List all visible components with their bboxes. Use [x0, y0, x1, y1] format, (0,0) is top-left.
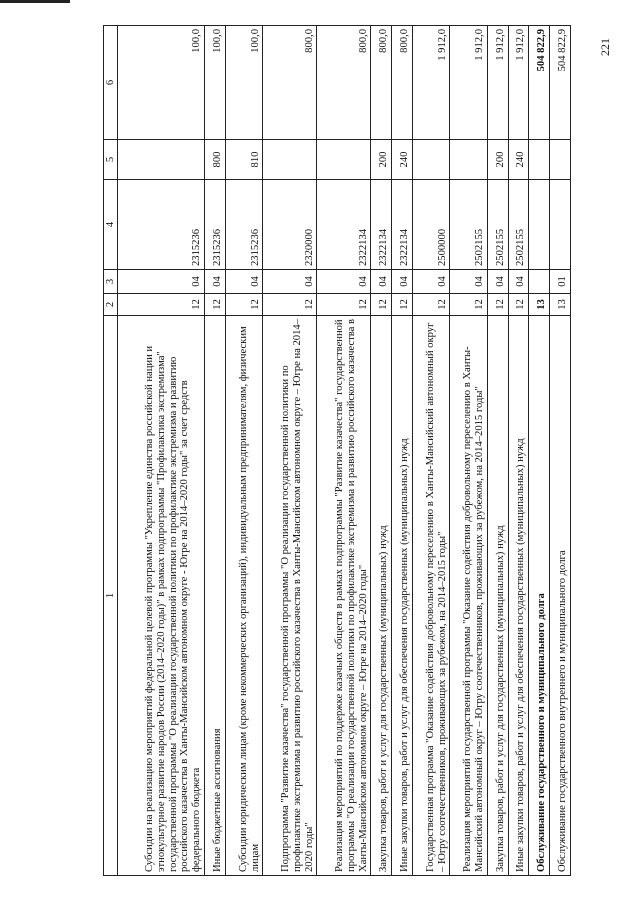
table-row: [508, 26, 529, 876]
row-section-cell: 12: [412, 294, 449, 316]
table-row: [263, 26, 317, 876]
table-row: [550, 26, 571, 876]
header-col-2: 2: [104, 294, 118, 316]
row-section-cell: 12: [225, 294, 262, 316]
row-expense-type-cell: [450, 140, 487, 180]
row-section-cell: 13: [550, 294, 571, 316]
row-expense-type-cell: [550, 140, 571, 180]
row-amount-cell: 800,0: [392, 26, 413, 140]
row-section-cell: 13: [529, 294, 550, 316]
row-amount-cell: 504 822,9: [550, 26, 571, 140]
row-section-cell: 12: [263, 294, 317, 316]
row-expense-type-cell: [317, 140, 371, 180]
row-amount-cell: 504 822,9: [529, 26, 550, 140]
row-subsection-cell: [529, 270, 550, 294]
table-row: [371, 26, 392, 876]
table-row: [529, 26, 550, 876]
row-amount-cell: 100,0: [205, 26, 226, 140]
row-amount-cell: 100,0: [225, 26, 262, 140]
row-target-article-cell: 2322134: [392, 180, 413, 270]
table-row: [225, 26, 262, 876]
row-name-cell: Реализация мероприятий государственной программы "Оказание содействия добровольному переселению в Ханты-Мансийский автономный округ – Югру соотечественников, проживающих за рубежом, на 2014–2015 годы": [450, 316, 487, 876]
row-expense-type-cell: [529, 140, 550, 180]
row-expense-type-cell: [263, 140, 317, 180]
row-name-cell: Подпрограмма "Развитие казачества" государственной программы "О реализации государственной политики по профилактике экстремизма и развитию российского казачества в Ханты-Мансийском автономном округе – Югре на 2014–2020 годы": [263, 316, 317, 876]
table-row: [412, 26, 449, 876]
row-section-cell: 12: [508, 294, 529, 316]
row-amount-cell: 1 912,0: [412, 26, 449, 140]
row-subsection-cell: 04: [392, 270, 413, 294]
row-target-article-cell: 2315236: [225, 180, 262, 270]
row-target-article-cell: 2500000: [412, 180, 449, 270]
row-section-cell: 12: [450, 294, 487, 316]
header-col-4: 4: [104, 180, 118, 270]
row-subsection-cell: 04: [263, 270, 317, 294]
row-subsection-cell: 04: [205, 270, 226, 294]
row-target-article-cell: 2322134: [371, 180, 392, 270]
row-name-cell: Субсидии юридическим лицам (кроме некоммерческих организаций), индивидуальным предпринимателям, физическим лицам: [225, 316, 262, 876]
row-amount-cell: 800,0: [317, 26, 371, 140]
row-section-cell: 12: [392, 294, 413, 316]
header-col-3: 3: [104, 270, 118, 294]
row-expense-type-cell: 200: [487, 140, 508, 180]
header-col-5: 5: [104, 140, 118, 180]
row-expense-type-cell: 200: [371, 140, 392, 180]
budget-table: [103, 25, 571, 876]
row-expense-type-cell: [412, 140, 449, 180]
row-expense-type-cell: 240: [392, 140, 413, 180]
table-row: [450, 26, 487, 876]
row-amount-cell: 1 912,0: [508, 26, 529, 140]
row-expense-type-cell: 810: [225, 140, 262, 180]
row-name-cell: Закупка товаров, работ и услуг для государственных (муниципальных) нужд: [487, 316, 508, 876]
row-expense-type-cell: [118, 140, 205, 180]
row-section-cell: 12: [205, 294, 226, 316]
header-col-1: 1: [104, 316, 118, 876]
row-subsection-cell: 04: [371, 270, 392, 294]
row-section-cell: 12: [371, 294, 392, 316]
row-target-article-cell: [529, 180, 550, 270]
row-name-cell: Иные закупки товаров, работ и услуг для обеспечения государственных (муниципальных) нужд: [508, 316, 529, 876]
table-row: [317, 26, 371, 876]
row-name-cell: Субсидии на реализацию мероприятий федеральной целевой программы "Укрепление единства российской нации и этнокультурное развитие народов России (2014–2020 годы)" в рамках подпрограммы "Профилактика экстремизма" государственной программы "О реализации государственной политики по профилактике экстремизма и развитию российского казачества в Ханты-Мансийском автономном округе - Югре на 2014–2020 годы" за счет средств федерального бюджета: [118, 316, 205, 876]
row-amount-cell: 1 912,0: [487, 26, 508, 140]
row-name-cell: Обслуживание государственного внутреннего и муниципального долга: [550, 316, 571, 876]
row-amount-cell: 100,0: [118, 26, 205, 140]
row-name-cell: Иные закупки товаров, работ и услуг для обеспечения государственных (муниципальных) нужд: [392, 316, 413, 876]
row-name-cell: Реализация мероприятий по поддержке казачьих обществ в рамках подпрограммы "Развитие казачества" государственной программы "О реализации государственной политики по профилактике экстремизма и развитию российского казачества в Ханты-Мансийском автономном округе – Югре на 2014–2020 годы": [317, 316, 371, 876]
row-name-cell: Иные бюджетные ассигнования: [205, 316, 226, 876]
row-subsection-cell: 04: [450, 270, 487, 294]
row-subsection-cell: 04: [412, 270, 449, 294]
page-number: 221: [598, 38, 612, 56]
table-row: [487, 26, 508, 876]
row-name-cell: Государственная программа "Оказание содействия добровольному переселению в Ханты-Мансийский автономный округ – Югру соотечественников, проживающих за рубежом, на 2014–2015 годы": [412, 316, 449, 876]
row-target-article-cell: [550, 180, 571, 270]
row-section-cell: 12: [118, 294, 205, 316]
rotated-table-container: [103, 26, 571, 876]
row-name-cell: Закупка товаров, работ и услуг для государственных (муниципальных) нужд: [371, 316, 392, 876]
header-col-6: 6: [104, 26, 118, 140]
row-subsection-cell: 04: [508, 270, 529, 294]
row-amount-cell: 1 912,0: [450, 26, 487, 140]
table-row: [392, 26, 413, 876]
table-header-row: [104, 26, 118, 876]
row-subsection-cell: 04: [225, 270, 262, 294]
row-target-article-cell: 2502155: [487, 180, 508, 270]
row-section-cell: 12: [317, 294, 371, 316]
row-target-article-cell: 2502155: [508, 180, 529, 270]
table-row: [205, 26, 226, 876]
row-subsection-cell: 04: [118, 270, 205, 294]
row-target-article-cell: 2320000: [263, 180, 317, 270]
row-amount-cell: 800,0: [371, 26, 392, 140]
row-target-article-cell: 2322134: [317, 180, 371, 270]
row-expense-type-cell: 800: [205, 140, 226, 180]
row-subsection-cell: 04: [317, 270, 371, 294]
row-name-cell: Обслуживание государственного и муниципального долга: [529, 316, 550, 876]
row-target-article-cell: 2315236: [205, 180, 226, 270]
top-edge-rule: [0, 0, 70, 3]
row-target-article-cell: 2502155: [450, 180, 487, 270]
table-row: [118, 26, 205, 876]
row-expense-type-cell: 240: [508, 140, 529, 180]
row-target-article-cell: 2315236: [118, 180, 205, 270]
row-subsection-cell: 01: [550, 270, 571, 294]
row-subsection-cell: 04: [487, 270, 508, 294]
row-section-cell: 12: [487, 294, 508, 316]
row-amount-cell: 800,0: [263, 26, 317, 140]
